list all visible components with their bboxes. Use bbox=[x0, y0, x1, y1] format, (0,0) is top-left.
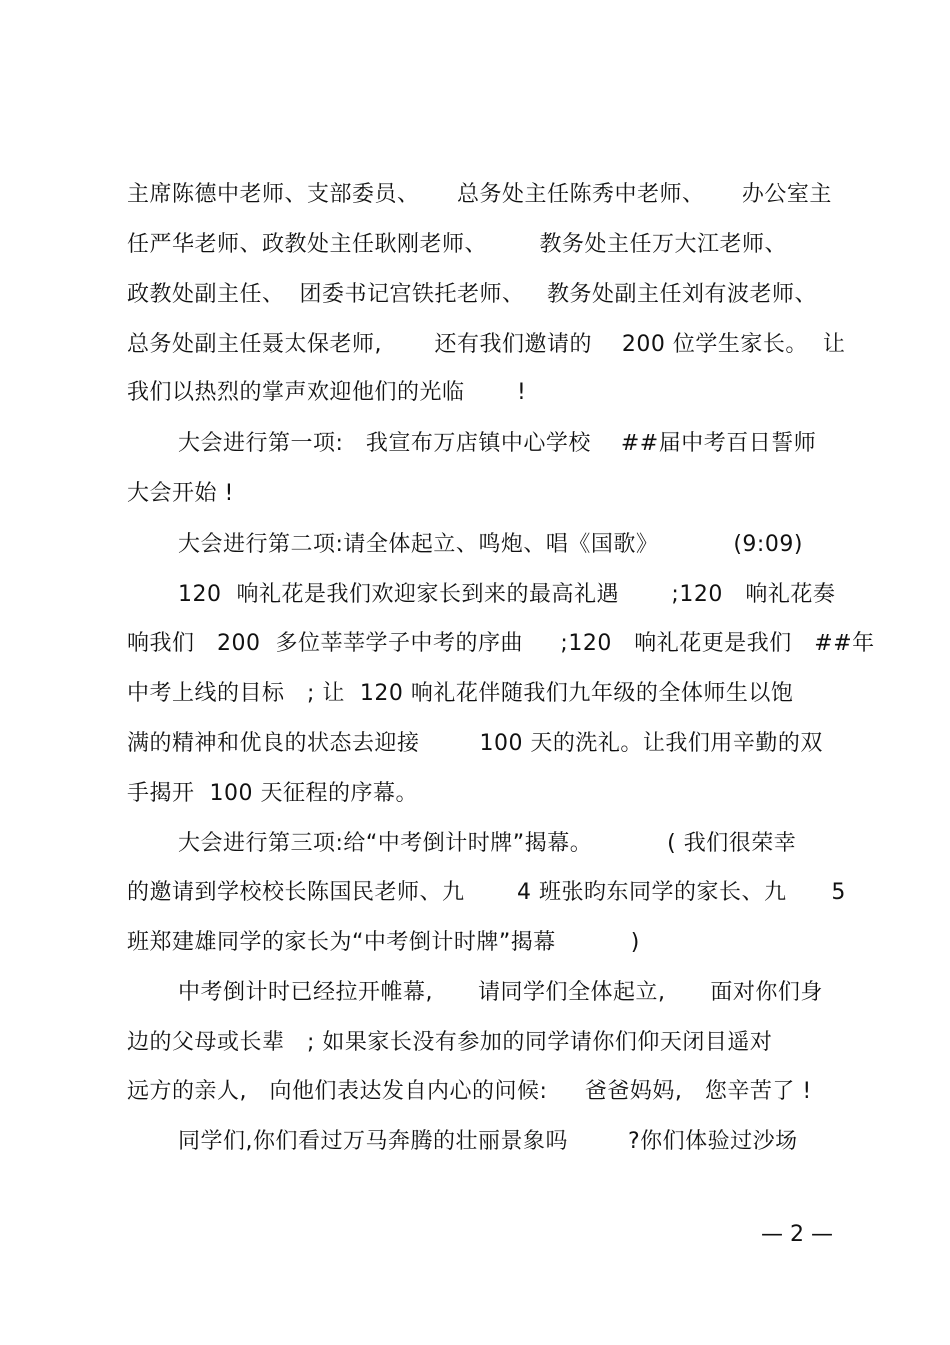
text-line: 边的父母或长辈 ; 如果家长没有参加的同学请你们仰天闭目遥对 bbox=[127, 1030, 773, 1055]
paragraph-first-line: 大会进行第一项: 我宣布万店镇中心学校 ##届中考百日誓师 bbox=[178, 431, 817, 456]
text-line: 远方的亲人, 向他们表达发自内心的问候: 爸爸妈妈, 您辛苦了 ! bbox=[127, 1079, 812, 1104]
page-number: — 2 — bbox=[761, 1222, 833, 1247]
text-line: 手揭开 100 天征程的序幕。 bbox=[127, 781, 418, 806]
text-line: 大会开始 ! bbox=[127, 481, 234, 506]
paragraph-first-line: 同学们,你们看过万马奔腾的壮丽景象吗 ?你们体验过沙场 bbox=[178, 1129, 798, 1154]
text-line: 我们以热烈的掌声欢迎他们的光临 ! bbox=[127, 380, 527, 405]
text-line: 满的精神和优良的状态去迎接 100 天的洗礼。让我们用辛勤的双 bbox=[127, 731, 823, 756]
text-line: 的邀请到学校校长陈国民老师、九 4 班张昀东同学的家长、九 5 bbox=[127, 880, 846, 905]
text-line: 中考上线的目标 ; 让 120 响礼花伴随我们九年级的全体师生以饱 bbox=[127, 681, 794, 706]
text-line: 响我们 200 多位莘莘学子中考的序曲 ;120 响礼花更是我们 ##年 bbox=[127, 631, 875, 656]
text-line: 任严华老师、政教处主任耿刚老师、 教务处主任万大江老师、 bbox=[127, 232, 787, 257]
text-line: 政教处副主任、 团委书记宫铁托老师、 教务处副主任刘有波老师、 bbox=[127, 282, 817, 307]
paragraph-first-line: 大会进行第二项:请全体起立、鸣炮、唱《国歌》 (9:09) bbox=[178, 532, 803, 557]
paragraph-first-line: 大会进行第三项:给“中考倒计时牌”揭幕。 ( 我们很荣幸 bbox=[178, 831, 797, 856]
text-line: 主席陈德中老师、支部委员、 总务处主任陈秀中老师、 办公室主 bbox=[127, 182, 832, 207]
paragraph-first-line: 中考倒计时已经拉开帷幕, 请同学们全体起立, 面对你们身 bbox=[178, 980, 823, 1005]
text-line: 班郑建雄同学的家长为“中考倒计时牌”揭幕 ) bbox=[127, 930, 640, 955]
text-line: 总务处副主任聂太保老师, 还有我们邀请的 200 位学生家长。 让 bbox=[127, 332, 846, 357]
paragraph-first-line: 120 响礼花是我们欢迎家长到来的最高礼遇 ;120 响礼花奏 bbox=[178, 582, 836, 607]
